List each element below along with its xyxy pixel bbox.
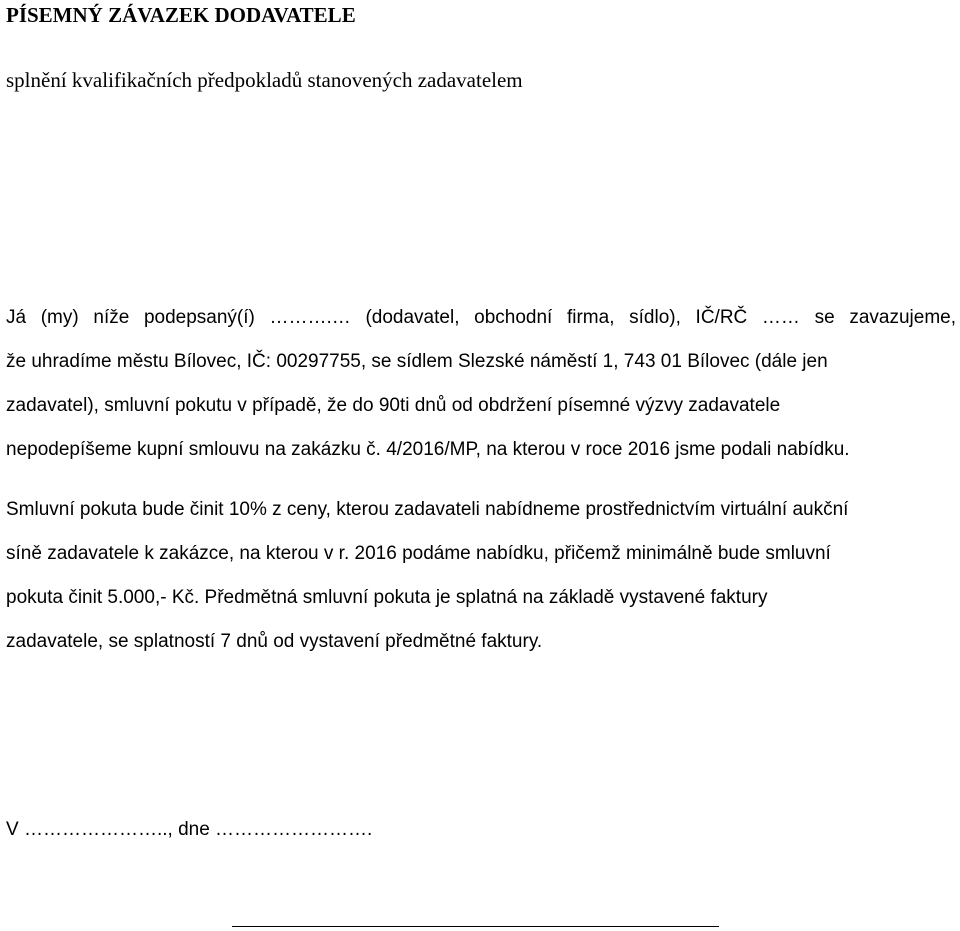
document-title: PÍSEMNÝ ZÁVAZEK DODAVATELE xyxy=(6,3,356,27)
paragraph-line: že uhradíme městu Bílovec, IČ: 00297755, se sídlem Slezské náměstí 1, 743 01 Bílovec (dále jen xyxy=(6,351,828,372)
paragraph-line: pokuta činit 5.000,- Kč. Předmětná smluvní pokuta je splatná na základě vystavené faktury xyxy=(6,587,768,608)
paragraph-line: zadavatel), smluvní pokutu v případě, že do 90ti dnů od obdržení písemné výzvy zadavatele xyxy=(6,395,781,416)
paragraph-line: Smluvní pokuta bude činit 10% z ceny, kterou zadavateli nabídneme prostřednictvím virtuální aukční xyxy=(6,499,849,520)
paragraph-line: síně zadavatele k zakázce, na kterou v r. 2016 podáme nabídku, přičemž minimálně bude smluvní xyxy=(6,543,831,564)
paragraph-line: nepodepíšeme kupní smlouvu na zakázku č. 4/2016/MP, na kterou v roce 2016 jsme podali nabídku. xyxy=(6,439,850,460)
signature-line xyxy=(232,926,719,927)
paragraph-line: zadavatele, se splatností 7 dnů od vystavení předmětné faktury. xyxy=(6,631,543,652)
document-subtitle: splnění kvalifikačních předpokladů stanovených zadavatelem xyxy=(6,68,523,92)
commitment-paragraph xyxy=(6,296,956,472)
penalty-paragraph xyxy=(6,488,956,664)
place-and-date-line: V ………………….., dne ……………………. xyxy=(6,819,373,840)
paragraph-line: Já (my) níže podepsaný(í) ……….… (dodavatel, obchodní firma, sídlo), IČ/RČ …… se zavazujeme, xyxy=(6,307,956,328)
